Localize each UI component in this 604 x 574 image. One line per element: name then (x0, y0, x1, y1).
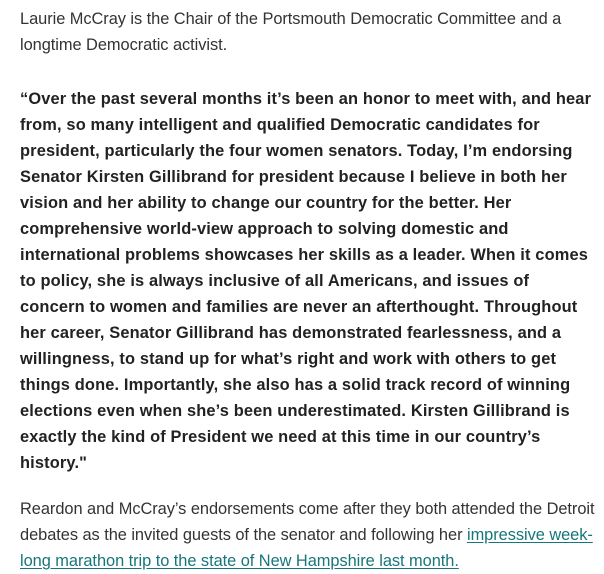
intro-paragraph: Laurie McCray is the Chair of the Portsmouth Democratic Committee and a longtime Democratic activist. (20, 10, 562, 54)
new-hampshire-trip-link[interactable]: impressive week-long marathon trip to the state of New Hampshire last month. (20, 526, 593, 570)
endorsement-quote: “Over the past several months it’s been an honor to meet with, and hear from, so many intelligent and qualified Democratic candidates for president, particularly the four women senators. Today, I’m endorsing Senator Kirsten Gillibrand for president because I believe in both her vision and her ability to change our country for the better. Her comprehensive world-view approach to solving domestic and international problems showcases her skills as a leader. When it comes to policy, she is always inclusive of all Americans, and issues of concern to women and families are never an afterthought. Throughout her career, Senator Gillibrand has demonstrated fearlessness, and a willingness, to stand up for what’s right and work with others to get things done. Importantly, she also has a solid track record of winning elections even when she’s been underestimated. Kirsten Gillibrand is exactly the kind of President we need at this time in our country’s history." (20, 90, 592, 472)
closing-text: Reardon and McCray’s endorsements come after they both attended the Detroit debates as the invited guests of the senator and following her (20, 500, 595, 544)
article-body (20, 6, 596, 574)
closing-paragraph (20, 496, 596, 574)
